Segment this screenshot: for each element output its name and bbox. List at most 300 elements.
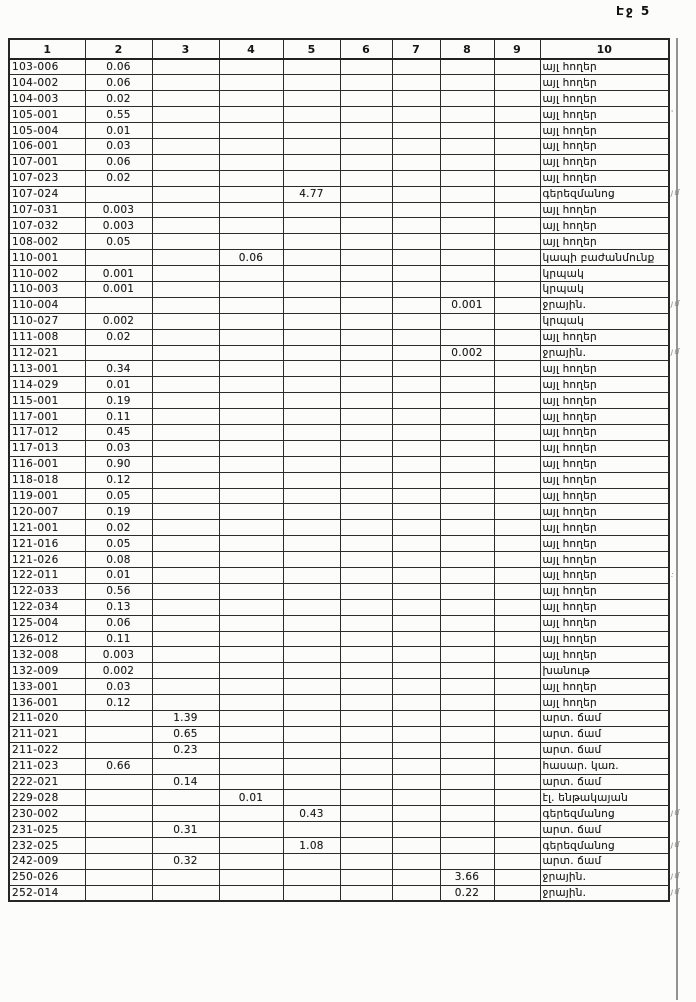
- value-cell: [440, 107, 494, 123]
- margin-scan-mark: յմ: [671, 188, 681, 197]
- value-cell: [494, 75, 540, 91]
- value-cell: 0.01: [85, 377, 152, 393]
- margin-scan-mark: յմ: [671, 347, 681, 356]
- parcel-code-cell: 108-002: [9, 234, 85, 250]
- value-cell: [152, 504, 219, 520]
- value-cell: [494, 424, 540, 440]
- value-cell: [283, 726, 340, 742]
- value-cell: [392, 504, 440, 520]
- value-cell: [494, 472, 540, 488]
- value-cell: 0.06: [85, 59, 152, 75]
- value-cell: [219, 313, 283, 329]
- column-header-2: 2: [85, 39, 152, 59]
- value-cell: [392, 329, 440, 345]
- value-cell: [494, 170, 540, 186]
- column-header-9: 9: [494, 39, 540, 59]
- value-cell: [494, 695, 540, 711]
- value-cell: [392, 520, 440, 536]
- land-type-cell: այլ հողեր: [540, 138, 669, 154]
- value-cell: [219, 822, 283, 838]
- value-cell: [152, 281, 219, 297]
- table-row: [9, 313, 669, 329]
- land-type-cell: այլ հողեր: [540, 552, 669, 568]
- value-cell: [440, 679, 494, 695]
- value-cell: [494, 123, 540, 139]
- value-cell: [85, 345, 152, 361]
- value-cell: [494, 599, 540, 615]
- value-cell: [392, 885, 440, 901]
- table-row: [9, 790, 669, 806]
- parcel-code-cell: 250-026: [9, 869, 85, 885]
- value-cell: [152, 599, 219, 615]
- value-cell: [340, 138, 392, 154]
- value-cell: [440, 663, 494, 679]
- margin-scan-mark: ': [671, 109, 675, 118]
- value-cell: [440, 424, 494, 440]
- parcel-code-cell: 242-009: [9, 854, 85, 870]
- value-cell: [152, 409, 219, 425]
- table-row: [9, 806, 669, 822]
- parcel-code-cell: 122-033: [9, 583, 85, 599]
- value-cell: [392, 424, 440, 440]
- value-cell: [494, 742, 540, 758]
- table-row: [9, 361, 669, 377]
- parcel-code-cell: 111-008: [9, 329, 85, 345]
- value-cell: [152, 313, 219, 329]
- value-cell: [152, 568, 219, 584]
- table-row: [9, 695, 669, 711]
- parcel-code-cell: 222-021: [9, 774, 85, 790]
- value-cell: [494, 107, 540, 123]
- value-cell: 0.02: [85, 329, 152, 345]
- land-type-cell: այլ հողեր: [540, 170, 669, 186]
- table-row: [9, 424, 669, 440]
- land-type-cell: այլ հողեր: [540, 218, 669, 234]
- value-cell: 0.06: [85, 615, 152, 631]
- land-type-cell: արտ. ճամ: [540, 726, 669, 742]
- value-cell: [340, 615, 392, 631]
- parcel-code-cell: 110-001: [9, 250, 85, 266]
- value-cell: [392, 186, 440, 202]
- value-cell: [340, 234, 392, 250]
- value-cell: 0.11: [85, 631, 152, 647]
- value-cell: 0.90: [85, 456, 152, 472]
- land-type-cell: արտ. ճամ: [540, 774, 669, 790]
- table-row: [9, 504, 669, 520]
- value-cell: [340, 170, 392, 186]
- parcel-code-cell: 107-031: [9, 202, 85, 218]
- value-cell: [440, 123, 494, 139]
- value-cell: [152, 138, 219, 154]
- value-cell: [85, 250, 152, 266]
- value-cell: [440, 409, 494, 425]
- table-row: [9, 822, 669, 838]
- margin-scan-mark: յմ: [671, 808, 681, 817]
- value-cell: [392, 59, 440, 75]
- value-cell: [494, 758, 540, 774]
- value-cell: [219, 838, 283, 854]
- value-cell: [219, 138, 283, 154]
- value-cell: [219, 472, 283, 488]
- margin-scan-mark: յմ: [671, 887, 681, 896]
- table-row: [9, 345, 669, 361]
- value-cell: [152, 583, 219, 599]
- parcel-code-cell: 115-001: [9, 393, 85, 409]
- value-cell: [85, 742, 152, 758]
- margin-scan-mark: յմ: [671, 299, 681, 308]
- value-cell: [392, 361, 440, 377]
- value-cell: 0.003: [85, 647, 152, 663]
- parcel-code-cell: 126-012: [9, 631, 85, 647]
- value-cell: [152, 250, 219, 266]
- table-row: [9, 583, 669, 599]
- value-cell: 0.13: [85, 599, 152, 615]
- value-cell: 0.02: [85, 520, 152, 536]
- value-cell: [283, 472, 340, 488]
- value-cell: [219, 170, 283, 186]
- value-cell: [283, 202, 340, 218]
- value-cell: [340, 583, 392, 599]
- value-cell: [392, 726, 440, 742]
- value-cell: [152, 218, 219, 234]
- land-type-cell: այլ հողեր: [540, 75, 669, 91]
- value-cell: [392, 663, 440, 679]
- land-type-cell: գերեզմանոց: [540, 186, 669, 202]
- table-row: [9, 329, 669, 345]
- value-cell: [340, 504, 392, 520]
- value-cell: [152, 615, 219, 631]
- value-cell: [494, 774, 540, 790]
- table-outer-border-right: [676, 38, 678, 1000]
- value-cell: 0.55: [85, 107, 152, 123]
- table-body: [9, 59, 669, 901]
- value-cell: [440, 726, 494, 742]
- land-type-cell: ջրային.: [540, 345, 669, 361]
- value-cell: [494, 218, 540, 234]
- value-cell: 0.05: [85, 488, 152, 504]
- margin-scan-mark: յմ: [671, 840, 681, 849]
- value-cell: [494, 568, 540, 584]
- value-cell: 0.002: [440, 345, 494, 361]
- value-cell: [340, 75, 392, 91]
- value-cell: [152, 361, 219, 377]
- value-cell: [340, 536, 392, 552]
- value-cell: [494, 869, 540, 885]
- value-cell: [152, 154, 219, 170]
- value-cell: [440, 599, 494, 615]
- value-cell: [392, 345, 440, 361]
- parcel-code-cell: 107-023: [9, 170, 85, 186]
- value-cell: [494, 361, 540, 377]
- table-row: [9, 409, 669, 425]
- value-cell: [152, 790, 219, 806]
- value-cell: [219, 75, 283, 91]
- land-type-cell: այլ հողեր: [540, 504, 669, 520]
- value-cell: [392, 472, 440, 488]
- value-cell: [283, 123, 340, 139]
- value-cell: [283, 281, 340, 297]
- value-cell: [494, 679, 540, 695]
- value-cell: [340, 218, 392, 234]
- value-cell: [283, 520, 340, 536]
- value-cell: [283, 361, 340, 377]
- value-cell: 0.02: [85, 170, 152, 186]
- value-cell: [494, 726, 540, 742]
- land-type-cell: այլ հողեր: [540, 154, 669, 170]
- land-type-cell: հասար. կառ.: [540, 758, 669, 774]
- table-row: [9, 726, 669, 742]
- value-cell: [340, 456, 392, 472]
- land-type-cell: այլ հողեր: [540, 202, 669, 218]
- table-row: [9, 138, 669, 154]
- land-type-cell: այլ հողեր: [540, 377, 669, 393]
- land-type-cell: այլ հողեր: [540, 409, 669, 425]
- value-cell: [494, 345, 540, 361]
- value-cell: [340, 599, 392, 615]
- value-cell: [340, 202, 392, 218]
- value-cell: [340, 742, 392, 758]
- value-cell: [219, 583, 283, 599]
- value-cell: [219, 218, 283, 234]
- value-cell: [283, 59, 340, 75]
- land-type-cell: այլ հողեր: [540, 329, 669, 345]
- table-row: [9, 266, 669, 282]
- value-cell: [392, 854, 440, 870]
- value-cell: [283, 107, 340, 123]
- table-row: [9, 154, 669, 170]
- value-cell: [85, 774, 152, 790]
- value-cell: [219, 281, 283, 297]
- value-cell: [152, 202, 219, 218]
- value-cell: 0.02: [85, 91, 152, 107]
- column-header-5: 5: [283, 39, 340, 59]
- column-header-10: 10: [540, 39, 669, 59]
- table-row: [9, 59, 669, 75]
- value-cell: [340, 297, 392, 313]
- value-cell: [219, 726, 283, 742]
- value-cell: [219, 361, 283, 377]
- value-cell: [152, 647, 219, 663]
- value-cell: [392, 583, 440, 599]
- value-cell: [340, 329, 392, 345]
- value-cell: [440, 377, 494, 393]
- value-cell: [340, 695, 392, 711]
- value-cell: [340, 711, 392, 727]
- value-cell: [219, 409, 283, 425]
- land-type-cell: արտ. ճամ: [540, 711, 669, 727]
- value-cell: [494, 409, 540, 425]
- value-cell: [494, 59, 540, 75]
- value-cell: [219, 393, 283, 409]
- column-header-1: 1: [9, 39, 85, 59]
- value-cell: [392, 742, 440, 758]
- value-cell: [219, 631, 283, 647]
- value-cell: [494, 266, 540, 282]
- value-cell: [283, 583, 340, 599]
- land-parcel-table: [8, 38, 670, 902]
- table-row: [9, 107, 669, 123]
- parcel-code-cell: 118-018: [9, 472, 85, 488]
- value-cell: [440, 218, 494, 234]
- value-cell: 0.06: [85, 154, 152, 170]
- value-cell: [494, 91, 540, 107]
- value-cell: [219, 329, 283, 345]
- value-cell: [152, 186, 219, 202]
- value-cell: [340, 631, 392, 647]
- value-cell: [440, 91, 494, 107]
- value-cell: [440, 520, 494, 536]
- value-cell: [152, 297, 219, 313]
- land-type-cell: կրպակ: [540, 313, 669, 329]
- value-cell: [152, 440, 219, 456]
- land-type-cell: այլ հողեր: [540, 472, 669, 488]
- value-cell: [440, 838, 494, 854]
- value-cell: [283, 822, 340, 838]
- value-cell: [340, 568, 392, 584]
- value-cell: [440, 329, 494, 345]
- value-cell: [494, 615, 540, 631]
- land-type-cell: այլ հողեր: [540, 456, 669, 472]
- value-cell: [494, 583, 540, 599]
- parcel-code-cell: 110-004: [9, 297, 85, 313]
- land-type-cell: այլ հողեր: [540, 123, 669, 139]
- value-cell: [219, 377, 283, 393]
- value-cell: 0.002: [85, 313, 152, 329]
- value-cell: [219, 647, 283, 663]
- table-row: [9, 663, 669, 679]
- value-cell: [440, 568, 494, 584]
- value-cell: [392, 234, 440, 250]
- parcel-code-cell: 105-001: [9, 107, 85, 123]
- value-cell: [219, 806, 283, 822]
- value-cell: [440, 854, 494, 870]
- value-cell: [494, 440, 540, 456]
- parcel-code-cell: 132-008: [9, 647, 85, 663]
- value-cell: 0.56: [85, 583, 152, 599]
- value-cell: 0.34: [85, 361, 152, 377]
- value-cell: [440, 742, 494, 758]
- parcel-code-cell: 117-001: [9, 409, 85, 425]
- value-cell: [494, 647, 540, 663]
- value-cell: [283, 266, 340, 282]
- value-cell: 4.77: [283, 186, 340, 202]
- value-cell: [219, 123, 283, 139]
- value-cell: [340, 488, 392, 504]
- value-cell: [152, 631, 219, 647]
- value-cell: 3.66: [440, 869, 494, 885]
- value-cell: [340, 647, 392, 663]
- value-cell: [494, 186, 540, 202]
- value-cell: [440, 822, 494, 838]
- value-cell: 0.45: [85, 424, 152, 440]
- value-cell: [392, 75, 440, 91]
- value-cell: [392, 631, 440, 647]
- parcel-code-cell: 110-002: [9, 266, 85, 282]
- value-cell: 0.002: [85, 663, 152, 679]
- land-type-cell: խանութ: [540, 663, 669, 679]
- value-cell: [283, 885, 340, 901]
- value-cell: [494, 806, 540, 822]
- value-cell: [219, 440, 283, 456]
- value-cell: [392, 218, 440, 234]
- value-cell: 0.03: [85, 440, 152, 456]
- value-cell: [494, 313, 540, 329]
- value-cell: [494, 631, 540, 647]
- value-cell: [152, 345, 219, 361]
- page-number: Էջ 5: [616, 4, 652, 18]
- value-cell: [283, 297, 340, 313]
- value-cell: [340, 679, 392, 695]
- value-cell: [440, 456, 494, 472]
- value-cell: [440, 472, 494, 488]
- value-cell: [440, 138, 494, 154]
- value-cell: [494, 854, 540, 870]
- value-cell: 0.001: [440, 297, 494, 313]
- value-cell: [494, 885, 540, 901]
- table-row: [9, 758, 669, 774]
- value-cell: [340, 393, 392, 409]
- value-cell: [340, 472, 392, 488]
- value-cell: [440, 313, 494, 329]
- value-cell: [440, 758, 494, 774]
- value-cell: [494, 790, 540, 806]
- land-type-cell: այլ հողեր: [540, 568, 669, 584]
- value-cell: [283, 91, 340, 107]
- value-cell: [440, 711, 494, 727]
- value-cell: [283, 599, 340, 615]
- value-cell: [219, 154, 283, 170]
- value-cell: [340, 409, 392, 425]
- table-row: [9, 599, 669, 615]
- parcel-code-cell: 104-002: [9, 75, 85, 91]
- value-cell: [283, 774, 340, 790]
- value-cell: [440, 536, 494, 552]
- value-cell: [340, 186, 392, 202]
- value-cell: [152, 838, 219, 854]
- table-row: [9, 297, 669, 313]
- land-type-cell: այլ հողեր: [540, 488, 669, 504]
- value-cell: [85, 869, 152, 885]
- value-cell: 1.08: [283, 838, 340, 854]
- value-cell: 0.05: [85, 536, 152, 552]
- table-row: [9, 123, 669, 139]
- column-header-4: 4: [219, 39, 283, 59]
- table-row: [9, 631, 669, 647]
- value-cell: [219, 202, 283, 218]
- value-cell: [219, 615, 283, 631]
- value-cell: [440, 552, 494, 568]
- parcel-code-cell: 122-011: [9, 568, 85, 584]
- table-header-row: [9, 39, 669, 59]
- land-type-cell: այլ հողեր: [540, 536, 669, 552]
- value-cell: [440, 393, 494, 409]
- value-cell: [283, 329, 340, 345]
- table-row: [9, 568, 669, 584]
- value-cell: [283, 75, 340, 91]
- value-cell: [494, 488, 540, 504]
- value-cell: [340, 790, 392, 806]
- value-cell: [283, 218, 340, 234]
- parcel-code-cell: 112-021: [9, 345, 85, 361]
- value-cell: [85, 726, 152, 742]
- value-cell: [494, 138, 540, 154]
- parcel-code-cell: 106-001: [9, 138, 85, 154]
- land-type-cell: այլ հողեր: [540, 647, 669, 663]
- value-cell: [219, 536, 283, 552]
- value-cell: [494, 154, 540, 170]
- value-cell: [392, 281, 440, 297]
- value-cell: [340, 838, 392, 854]
